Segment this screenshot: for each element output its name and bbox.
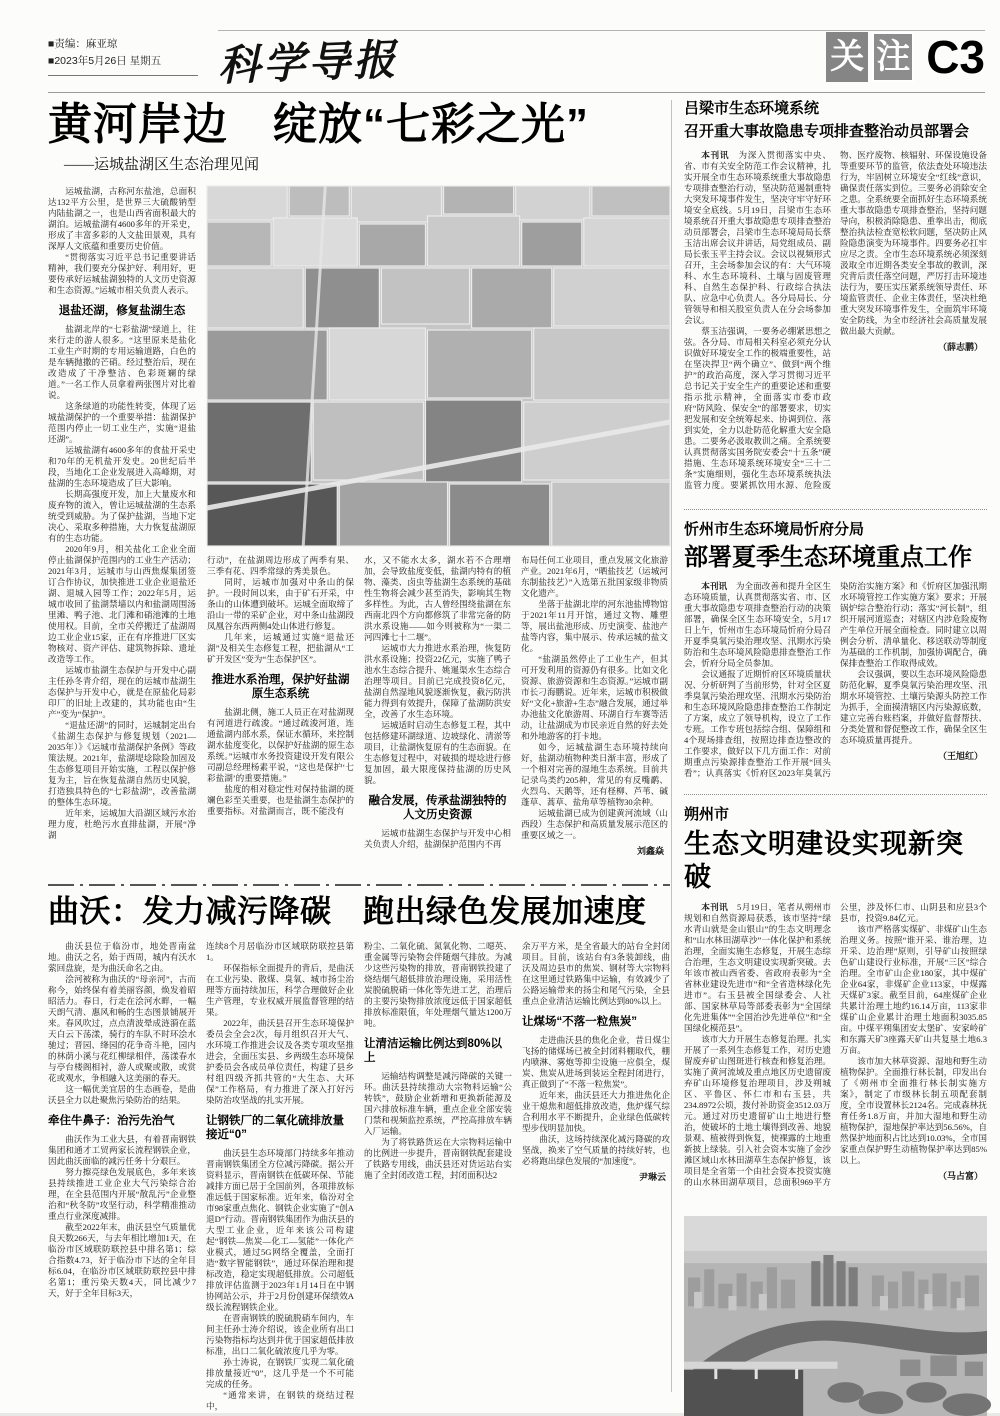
paragraph: 蔡玉洁强调，一要务必绷紧思想之弦。各分局、市局相关科室必须充分认识做好环境安全工作的极端重要性，站在坚决捍卫“两个确立”、做到“两个维护”的政治高度，深入学习贯彻习近平总书记关于安全生产的重要论述和重要指示批示精神，全面落实市委市政府“防风险、保安全”的部署要求，切实把发展和安全统筹起来、协调到位、落到实处，全力以赴防范化解重大安全隐患。二要务必汲取教训之痛。全系统要认真贯彻落实国务院安委会“十五条”硬措施、生态环境系统环境安全“三十二条”实施细则，强化生态环境系统执法监管力度。要紧抓饮用水源、危险废物、医疗废物、核辐射、环保设施设备等重要环节的监管，依法查处环境违法行为，牢固树立环境安全“红线”意识，确保责任落实到位。三要务必消除安全之患。全系统要全面抓好生态环境系统重大事故隐患专项排查整治，坚持问题导向，积极消除隐患、重拳出击，彻底整治执法检查宽松软问题，坚决防止风险隐患演变为环境事件。四要务必扛牢应尽之责。全市生态环境系统必须深刻汲取全市近期各类安全事故的教训，深究背后责任落空问题，严厉打击环境违法行为，要压实压紧系统领导责任、环境监管责任、企业主体责任，坚决杜绝重大突发环境事件发生，全面筑牢环境安全防线，为全市经济社会高质量发展做出最大贡献。 bbox=[684, 150, 987, 490]
article-column bbox=[364, 555, 511, 859]
paragraph: 2022年，曲沃县召开生态环境保护委员会全会2次，每月组织召开大气、水环境工作推进会议及各类专项攻坚推进会，全面压实县、乡两级生态环境保护委员会各成员单位责任，构建了县乡村组四级齐抓共管的“大生态、大环保”工作格局，有力推进了深入打好污染防治攻坚战的扎实开展。 bbox=[206, 1017, 354, 1105]
paragraph: 近年来，运城加大沿湖区域污水治理力度，杜绝污水直排盐湖，开展“净湖 bbox=[48, 808, 196, 841]
article-column bbox=[521, 555, 668, 859]
paragraph: 盐湖北侧，施工人员正在对盐湖现有河道进行疏浚。“通过疏浚河道，连通盐湖内部水系，保证水循环，来控制湖水盐度变化，以保护好盐湖的原生态系统。”运城市水务投资建设开发有限公司副总经理杨素平说，“这也是保护‘七彩盐湖’的重要措施。” bbox=[207, 707, 354, 784]
paragraph: 水，又不能水太多，湖水若不合理增加，会导致盐度变低，盐湖内特有的植物、藻类、卤虫等盐湖生态系统的基础性生物将会减少甚至消失，影响其生物多样性。为此，古人曾经围绕盐湖在东西南北四个方向都修筑了非常完备的防洪水系设施——如今则被称为“一渠二河四滩七十二堰”。 bbox=[364, 555, 511, 643]
paragraph: 这一幅优美宜居的生态画卷，是曲沃县全力以赴聚焦污染防治的结果。 bbox=[48, 1083, 196, 1105]
section-char-box: 注 bbox=[872, 32, 914, 82]
article-column bbox=[364, 941, 512, 1389]
main-article bbox=[48, 100, 670, 862]
article-column bbox=[48, 941, 196, 1389]
paragraph: 走进曲沃县的焦化企业，昔日煤尘飞扬的储煤场已被全封闭料棚取代，棚内喷淋、雾炮等抑尘设施一应俱全，煤炭、焦炭从进场到装运全程封闭进行，真正做到了“不落一粒焦炭”。 bbox=[522, 1034, 670, 1089]
main-headline: 黄河岸边 绽放“七彩之光” bbox=[48, 100, 589, 149]
rail-article-xinzhou bbox=[684, 521, 987, 781]
paragraph: 行动”，在盐湖周边形成了两季有果、三季有花、四季常绿的秀美景色。 bbox=[207, 555, 354, 577]
byline: 刘鑫焱 bbox=[636, 846, 664, 857]
byline: （马占富） bbox=[937, 1171, 983, 1181]
paragraph: 该市严格落实煤矿、非煤矿山生态治理义务。按照“谁开采、谁治理，边开采、边治理”原则，引导矿山按照绿色矿山建设行业标准，开展“三区”综合治理。全市矿山企业180家，其中煤矿企业64家，非煤矿企业113家，中煤露天煤矿3家。截至目前，64座煤矿企业共累计治理土地约16.14万亩，113家非煤矿山企业累计治理土地面积3035.85亩。中煤平朔集团安太堡矿、安家岭矿和东露天矿3座露天矿山共复垦土地6.3万亩。 bbox=[840, 924, 987, 1055]
paragraph: 布局任何工业项目，重点发展文化旅游产业。2021年6月，“晒盐技艺（运城河东制盐技艺）”入选第五批国家级非物质文化遗产。 bbox=[521, 555, 668, 599]
paragraph: 本刊讯 为全面改善和提升全区生态环境质量，认真贯彻落实省、市、区重大事故隐患专项排查整治行动的决策部署，确保全区生态环境安全，5月17日上午，忻州市生态环境局忻府分局召开夏季臭氧污染治理攻坚、汛期水污染防治和生态环境风险隐患排查整治工作会，忻府分局全员参加。 bbox=[684, 581, 831, 668]
paragraph: 曲沃，这场持续深化减污降碳的攻坚战，换来了空气质量的持续好转，也必将跑出绿色发展的“加速度”。 bbox=[522, 1133, 670, 1166]
rail-article-shuozhou bbox=[684, 806, 987, 1416]
paragraph: 本刊讯 为深入贯彻落实中央、省、市有关安全防范工作会议精神，扎实开展全市生态环境系统重大事故隐患专项排查整治行动，坚决防范遏制重特大突发环境事件发生，坚决守牢守好环境安全底线。5月19日，吕梁市生态环境系统召开重大事故隐患专项排查整治动员部署会，吕梁市生态环境局局长蔡玉洁出席会议并讲话，局党组成员、副局长张玉平主持会议。会议以视频形式召开，主会场参加会议的有：大气环境科、水生态环境科、土壤与固废管理科、自然生态保护科、行政综合执法队、应急中心负责人。各分局局长、分管领导和相关股室负责人在分会场参加会议。 bbox=[684, 150, 831, 325]
byline: 尹琳云 bbox=[638, 1171, 666, 1182]
paragraph: “盐湖虽然停止了工业生产，但其可开发利用的资源仍有很多。比如文化资源、旅游资源和生态资源。”运城市副市长刁海鹏说。近年来，运城市积极做好“文化+旅游+生态”融合发展，通过举办池盐文化旅游周、环湖自行车赛等活动，让盐湖成为市民亲近自然的好去处和外地游客的打卡地。 bbox=[521, 654, 668, 742]
paragraph: 会议通报了近期忻府区环境质量状况、分析研判了当前形势，针对全区夏季臭氧污染治理攻坚、汛期水污染防治和生态环境风险隐患排查整治工作制定了方案，成立了领导机构，设立了工作专班。工作专班包括综合组、保障组和4个现场排查组，按照边排查边整改的工作要求，做好以下几方面工作：对前期重点污染源排查整治工作开展“回头看”；认真落实《忻府区2023年臭氧污染防治实施方案》和《忻府区加强汛期水环境管控工作实施方案》要求；开展锅炉综合整治行动；落实“河长制”，组织开展河道巡查；对辖区内涉危险废物产生单位开展全面检查。同时建立以周例会分析、清单量化、移送联动等制度为基础的工作机制，加强协调配合，确保排查整治工作取得成效。 bbox=[684, 581, 987, 778]
paragraph: 曲沃县位于临汾市，地处晋南盆地。曲沃之名，始于西周，城内有沃水萦回盘旋，是为曲沃命名之由。 bbox=[48, 940, 196, 973]
salt-lake-aerial-photo bbox=[207, 186, 670, 546]
byline: （王旭红） bbox=[937, 751, 983, 761]
paragraph: 会议强调，要以生态环境风险隐患防范化解，夏季臭氧污染治理攻坚、汛期水环境管控、土壤污染源头防控工作为抓手，全面摸清辖区内污染源底数，建立完善台账档案，并做好监督帮扶、分类处置和督促整改工作，确保全区生态环境质量再提升。 bbox=[840, 669, 987, 745]
paragraph: 为了将铁路货运在大宗物料运输中的比例进一步提升，晋南钢铁配套建设了铁路专用线，曲沃县还对货运站台实施了全封闭改造工程，封闭面积达2 bbox=[364, 1136, 512, 1180]
rail-article-luliang bbox=[684, 100, 987, 496]
page-header bbox=[48, 28, 985, 90]
edition-info bbox=[48, 36, 198, 76]
bottom-article bbox=[48, 894, 670, 1411]
main-article-lower-columns bbox=[207, 555, 670, 859]
page-number: C3 bbox=[926, 31, 985, 83]
bottom-headline: 曲沃：发力减污降碳 跑出绿色发展加速度 bbox=[48, 894, 647, 929]
paragraph: 浍河被称为曲沃的“母亲河”，古而称今，始终保有着美丽容颜，焕发着昭昭活力。春日，行走在浍河水畔，一幅天朗气清、惠风和畅的生态图景铺展开来。春风吹过，点点清波晕成涟漪在蓝天白云下荡漾，骑行的车队不时环浍水驰过；晋园、绛园的花争奇斗艳，园内的林荫小溪与花红柳绿相伴，荡漾春水与亭台楼阁相衬，游人或聚或散，或赏花或观水，争相融入这美丽的春天。 bbox=[48, 973, 196, 1083]
paragraph: 孙士涛说，在钢铁厂实现二氧化硫排放量接近“0”，这几乎是一个不可能完成的任务。 bbox=[206, 1356, 354, 1389]
paragraph: 粉尘、二氧化硫、氮氧化物、二噁英、重金属等污染物会伴随烟气排放。为减少这些污染物的排放，晋南钢铁投建了烧结烟气超低排放治理设施，采用活性炭脱硫脱硝一体化等先进工艺，治理后的主要污染物排放浓度远低于国家超低排放标准限值，年处理烟气量达1200万吨。 bbox=[364, 940, 512, 1028]
paragraph: “通常来讲，在钢铁的烧结过程中， bbox=[206, 1389, 354, 1411]
column-subhead: 推进水系治理，保护好盐湖原生态系统 bbox=[211, 674, 350, 701]
paragraph: 坐落于盐湖北岸的河东池盐博物馆于2021年11月开馆，通过文物、雕塑等，展出盐池形成、历史演变、盐池产盐等内容，集中展示、传承运城的盐文化。 bbox=[521, 599, 668, 654]
paragraph: 运城盐湖，古称河东盐池，总面积达132平方公里，是世界三大硫酸钠型内陆盐湖之一，也是山西省面积最大的湖泊。运城盐湖有4600多年的开采史，形成了丰富多彩的人文盐田景观，具有深厚人文底蕴和重要历史价值。 bbox=[48, 186, 196, 252]
article-kicker: 吕梁市生态环境系统 bbox=[684, 100, 820, 117]
article-column bbox=[48, 186, 196, 862]
column-subhead: 融合发展，传承盐湖独特的人文历史资源 bbox=[368, 795, 507, 822]
section-char-box: 关 bbox=[826, 32, 868, 82]
paragraph: 运城市盐湖生态保护与开发中心相关负责人介绍，盐湖保护范围内不再 bbox=[364, 828, 511, 850]
section-badge bbox=[822, 32, 985, 82]
paragraph: 同时，运城市加强对中条山的保护。一段时间以来，由于矿石开采，中条山的山体遭到破坏。运城全面取缔了沿山一带的采矿企业，对中条山盐湖段凤凰谷东西两侧4处山体进行修复。 bbox=[207, 577, 354, 632]
masthead-logo: 科学导报 bbox=[217, 34, 399, 91]
paragraph: 努力擦亮绿色发展底色，多年来该县持续推进工业企业大气污染综合治理，在全县范围内开展“散乱污”企业整治和“秋冬防”攻坚行动，科学精准推动重点行业深度减排。 bbox=[48, 1166, 196, 1221]
paragraph: 长期高强度开发，加上大量废水和废弃物的流入，曾让运城盐湖的生态系统受到威胁。为了保护盐湖，当地下定决心、采取多种措施，大力恢复盐湖原有的生态功能。 bbox=[48, 489, 196, 544]
paragraph: 如今，运城盐湖生态环境持续向好，盐湖动植物种类日渐丰富，形成了一个相对完善的湿地生态系统。目前共记录鸟类约205种，常见的有反嘴鹬、火烈鸟、天鹅等，还有柽柳、芦苇、碱蓬草、蒿草、盐角草等植物30余种。 bbox=[521, 742, 668, 808]
column-subhead: 退盐还湖，修复盐湖生态 bbox=[58, 305, 186, 318]
right-rail bbox=[684, 100, 987, 1416]
paragraph: 余万平方米，是全省最大的站台全封闭项目。目前，该站台有3条装卸线，曲沃及周边县市的焦炭、钢材等大宗物料在这里通过铁路集中运输，有效减少了公路运输带来的扬尘和尾气污染，全县重点企业清洁运输比例达到80%以上。 bbox=[522, 940, 670, 1006]
rail-divider bbox=[684, 509, 987, 510]
article-body bbox=[684, 902, 987, 1202]
paragraph: 连续8个月居临汾市区域联防联控县第1。 bbox=[206, 940, 354, 962]
column-subhead: 让钢铁厂的二氧化硫排放量接近“0” bbox=[206, 1114, 344, 1141]
article-kicker: 忻州市生态环境局忻府分局 bbox=[684, 521, 865, 538]
paragraph: 近年来，曲沃县还大力推进焦化企业干熄焦和超低排放改造，焦炉煤气综合利用水平不断提升，企业绿色低碳转型步伐明显加快。 bbox=[522, 1089, 670, 1133]
article-headline: 召开重大事故隐患专项排查整治动员部署会 bbox=[684, 123, 970, 140]
main-article-body bbox=[48, 186, 670, 862]
bottom-article-columns bbox=[48, 940, 670, 1411]
article-body bbox=[684, 150, 987, 496]
paragraph: 曲沃作为工业大县，有着晋南钢铁集团和通才工贸两家长流程钢铁企业，因此曲沃面临的减污任务十分艰巨。 bbox=[48, 1133, 196, 1166]
article-body bbox=[684, 581, 987, 781]
paragraph: 运城市大力推进水系治理，恢复防洪水系设施；投资22亿元，实施了鸭子池水生态综合提升、姚暹渠水生态综合治理等项目。目前已完成投资8亿元，盐湖自然湿地风貌逐渐恢复，截污防洪能力得到有效提升，保障了盐湖防洪安全，改善了水生态环境。 bbox=[364, 643, 511, 720]
article-headline: 生态文明建设实现新突破 bbox=[684, 829, 964, 892]
column-subhead: 让清洁运输比例达到80%以上 bbox=[364, 1037, 503, 1064]
column-subhead: 让煤场“不落一粒焦炭” bbox=[522, 1015, 637, 1028]
paragraph: 曲沃县生态环境部门持续多年推动晋南钢铁集团全方位减污降碳。据公开资料显示，晋南钢铁在低碳环保、节能减排方面已居于全国前列，各项排放标准远低于国家标准。近年来，临汾对全市98家重点焦化、钢铁企业实施了“创A退D”行动。晋南钢铁集团作为曲沃县的大型工业企业，近年来该公司构建起“钢铁—焦炭—化工—氢能”一体化产业模式，通过5G网络全覆盖，全面打造“数字智能钢铁”，通过环保治理和提标改造，稳定实现超低排放。公司超低排放评估监测于2023年1月14日在中钢协网站公示，并于2月份创建环保绩效A级长流程钢铁企业。 bbox=[206, 1147, 355, 1312]
paragraph: 该市大力开展生态修复治理。扎实开展了一系列生态修复工作，对历史遗留废弃矿山图斑进行核查和修复治理。实施了黄河流域及重点地区历史遗留废弃矿山环境修复治理项目，涉及朔城区、平鲁区、怀仁市和右玉县，共234.8972公顷，拨付补助资金3512.03万元。通过对历史遗留矿山土地进行整治，使破坏的土地土壤得到改善、地貌景观、植被得到恢复，使裸露的土地重新披上绿装。引入社会资本实施了金沙滩区域山水林田湖草生态保护修复，该项目是全省第一个由社会资本投资实施的山水林田湖草项目，总面积969平方公里，涉及怀仁市、山阴县和应县3个县市，投资9.84亿元。 bbox=[684, 902, 987, 1187]
editor-credit: ■责编：麻亚琼 bbox=[48, 38, 118, 50]
vertical-divider bbox=[671, 100, 672, 1392]
paragraph: “贯彻落实习近平总书记重要讲话精神，我们要充分保护好、利用好，更要传承好运城盐湖独特的人文历史资源和生态资源。”运城市相关负责人表示。 bbox=[48, 252, 196, 296]
paragraph: 这条绿道的功能性转变，体现了运城盐湖保护的一个重要举措：盐湖保护范围内停止一切工业生产，实施“退盐还湖”。 bbox=[48, 401, 196, 445]
header-rule bbox=[48, 92, 985, 93]
paragraph: 运输结构调整是减污降碳的关键一环。曲沃县持续推动大宗物料运输“公转铁”，鼓励企业新增和更换新能源及国六排放标准车辆，重点企业全部安装门禁和视频监控系统，严控高排放车辆入厂运输。 bbox=[364, 1070, 512, 1136]
paragraph: 运城盐湖已成为创建黄河流域（山西段）生态保护和高质量发展示范区的重要区域之一。 bbox=[521, 808, 668, 841]
paragraph: 盐湖北岸的“七彩盐湖”绿道上，往来行走的游人很多。“这里原来是盐化工业生产时期的专用运输道路，白色的是车辆抛撒的芒硝。经过整治后，现在改造成了干净整洁、色彩斑斓的绿道。”一名工作人员拿着两张图片对比着说。 bbox=[48, 324, 196, 401]
paragraph: 2020年9月，相关盐化工企业全面停止盐湖保护范围内的工业生产活动；2021年3月，运城市与山西焦煤集团签订合作协议，加快推进工业企业退盐还湖、退城入园等工作；2022年5月，运城市收回了盐湖禁墙以内和盐湖周围汤里滩、鸭子池、北门滩和硝池滩的土地使用权。目前，全市关停搬迁了盐湖周边工业企业15家，正在有序推进厂区实物核对、资产评估、建筑物拆除、遗址改造等工作。 bbox=[48, 544, 196, 665]
column-subhead: 牵住牛鼻子：治污先治气 bbox=[48, 1114, 175, 1127]
paragraph: 几年来，运城通过实施“退盐还湖”及相关生态修复工程，把盐湖从“工矿开发区”变为“生态保护区”。 bbox=[207, 632, 354, 665]
paragraph: 该市加大林草资源、湿地和野生动植物保护。全面推行林长制，印发出台了《朔州市全面推行林长制实施方案》，制定了市级林长制五项配套制度，全市设置林长2124名。完成森林抚育任务1.8万亩，并加大湿地和野生动植物保护，湿地保护率达到56.56%，自然保护地面积占比达到10.03%，全市国家重点保护野生动植物保护率达到85%以上。 bbox=[840, 1056, 987, 1165]
paragraph: 运城市盐湖生态保护与开发中心副主任孙冬青介绍，现在的运城市盐湖生态保护与开发中心，就是在原盐化局彩印厂的旧址上改建的，其功能也由“生产”变为“保护”。 bbox=[48, 665, 196, 720]
article-kicker: 朔州市 bbox=[684, 806, 730, 823]
paragraph: 本刊讯 5月19日，笔者从朔州市规划和自然资源局获悉，该市坚持“绿水青山就是金山银山”的生态文明理念和“山水林田湖草沙”一体化保护和系统治理，全面实施生态修复，开展生态综合治理，生态文明建设实现新突破。去年该市被山西省委、省政府表彰为“全省林业建设先进市”和“全省造林绿化先进市”。右玉县被全国绿委会、人社部、国家林草局等部委表彰为“全国绿化先进集体”“全国治沙先进单位”和“全国绿化模范县”。 bbox=[684, 902, 831, 1033]
section-divider bbox=[48, 884, 670, 886]
paragraph: 在晋南钢铁的脱硫脱硝车间内，车间主任孙士涛介绍说，该企业所有出口污染物指标均达到并优于国家超低排放标准，出口二氧化硫浓度几乎为零。 bbox=[206, 1312, 354, 1356]
article-headline: 部署夏季生态环境重点工作 bbox=[684, 544, 972, 571]
paragraph: 运城盐湖有4600多年的食盐开采史和70年的无机盐开发史。20世纪后半段，当地化工企业发展进入高峰期，对盐湖的生态环境造成了巨大影响。 bbox=[48, 445, 196, 489]
main-article-right bbox=[207, 186, 670, 862]
issue-date: ■2023年5月26日 星期五 bbox=[48, 55, 162, 67]
main-subtitle: ——运城盐湖区生态治理见闻 bbox=[64, 157, 260, 174]
paragraph: “退盐还湖”的同时，运城制定出台《盐湖生态保护与修复规划（2021—2035年）》《运城市盐湖保护条例》等政策法规。2021年，盐湖堤埝除险加固及生态修复项目开始实施，工程以保护修复为主，旨在恢复盐湖自然历史风貌，打造独具特色的“七彩盐湖”，改善盐湖的整体生态环境。 bbox=[48, 720, 196, 808]
city-river-aerial-photo bbox=[684, 1216, 987, 1416]
paragraph: 截至2022年末，曲沃县空气质量优良天数266天，与去年相比增加1天，在临汾市区域联防联控县中排名第1；综合指数4.73，好于临汾市下达的全年目标6.04，在临汾市区域联防联控县中排名第1；重污染天数4天，同比减少7天，好于全年目标3天， bbox=[48, 1221, 196, 1298]
article-column bbox=[206, 940, 355, 1411]
article-column bbox=[207, 555, 354, 859]
paragraph: 运城适时启动生态修复工程，其中包括修建环湖绿道、边坡绿化、清淤等项目，让盐湖恢复原有的生态面貌。在生态修复过程中，对破损的堤埝进行修复加固，最大限度保持盐湖的历史风貌。 bbox=[364, 720, 511, 786]
paragraph: 环保指标全面提升的背后，是曲沃在工业污染、散煤、臭氧、城市扬尘治理等方面持续加压，科学合理做好企业生产管理，专业权威开展监督管理的结果。 bbox=[206, 962, 354, 1017]
article-column bbox=[522, 941, 670, 1389]
rail-divider bbox=[684, 794, 987, 795]
paragraph: 盐度的相对稳定性对保持盐湖的斑斓色彩至关重要，也是盐湖生态保护的重要指标。对盐湖而言，既不能没有 bbox=[207, 784, 354, 817]
byline: （薛志鹏） bbox=[937, 342, 983, 352]
